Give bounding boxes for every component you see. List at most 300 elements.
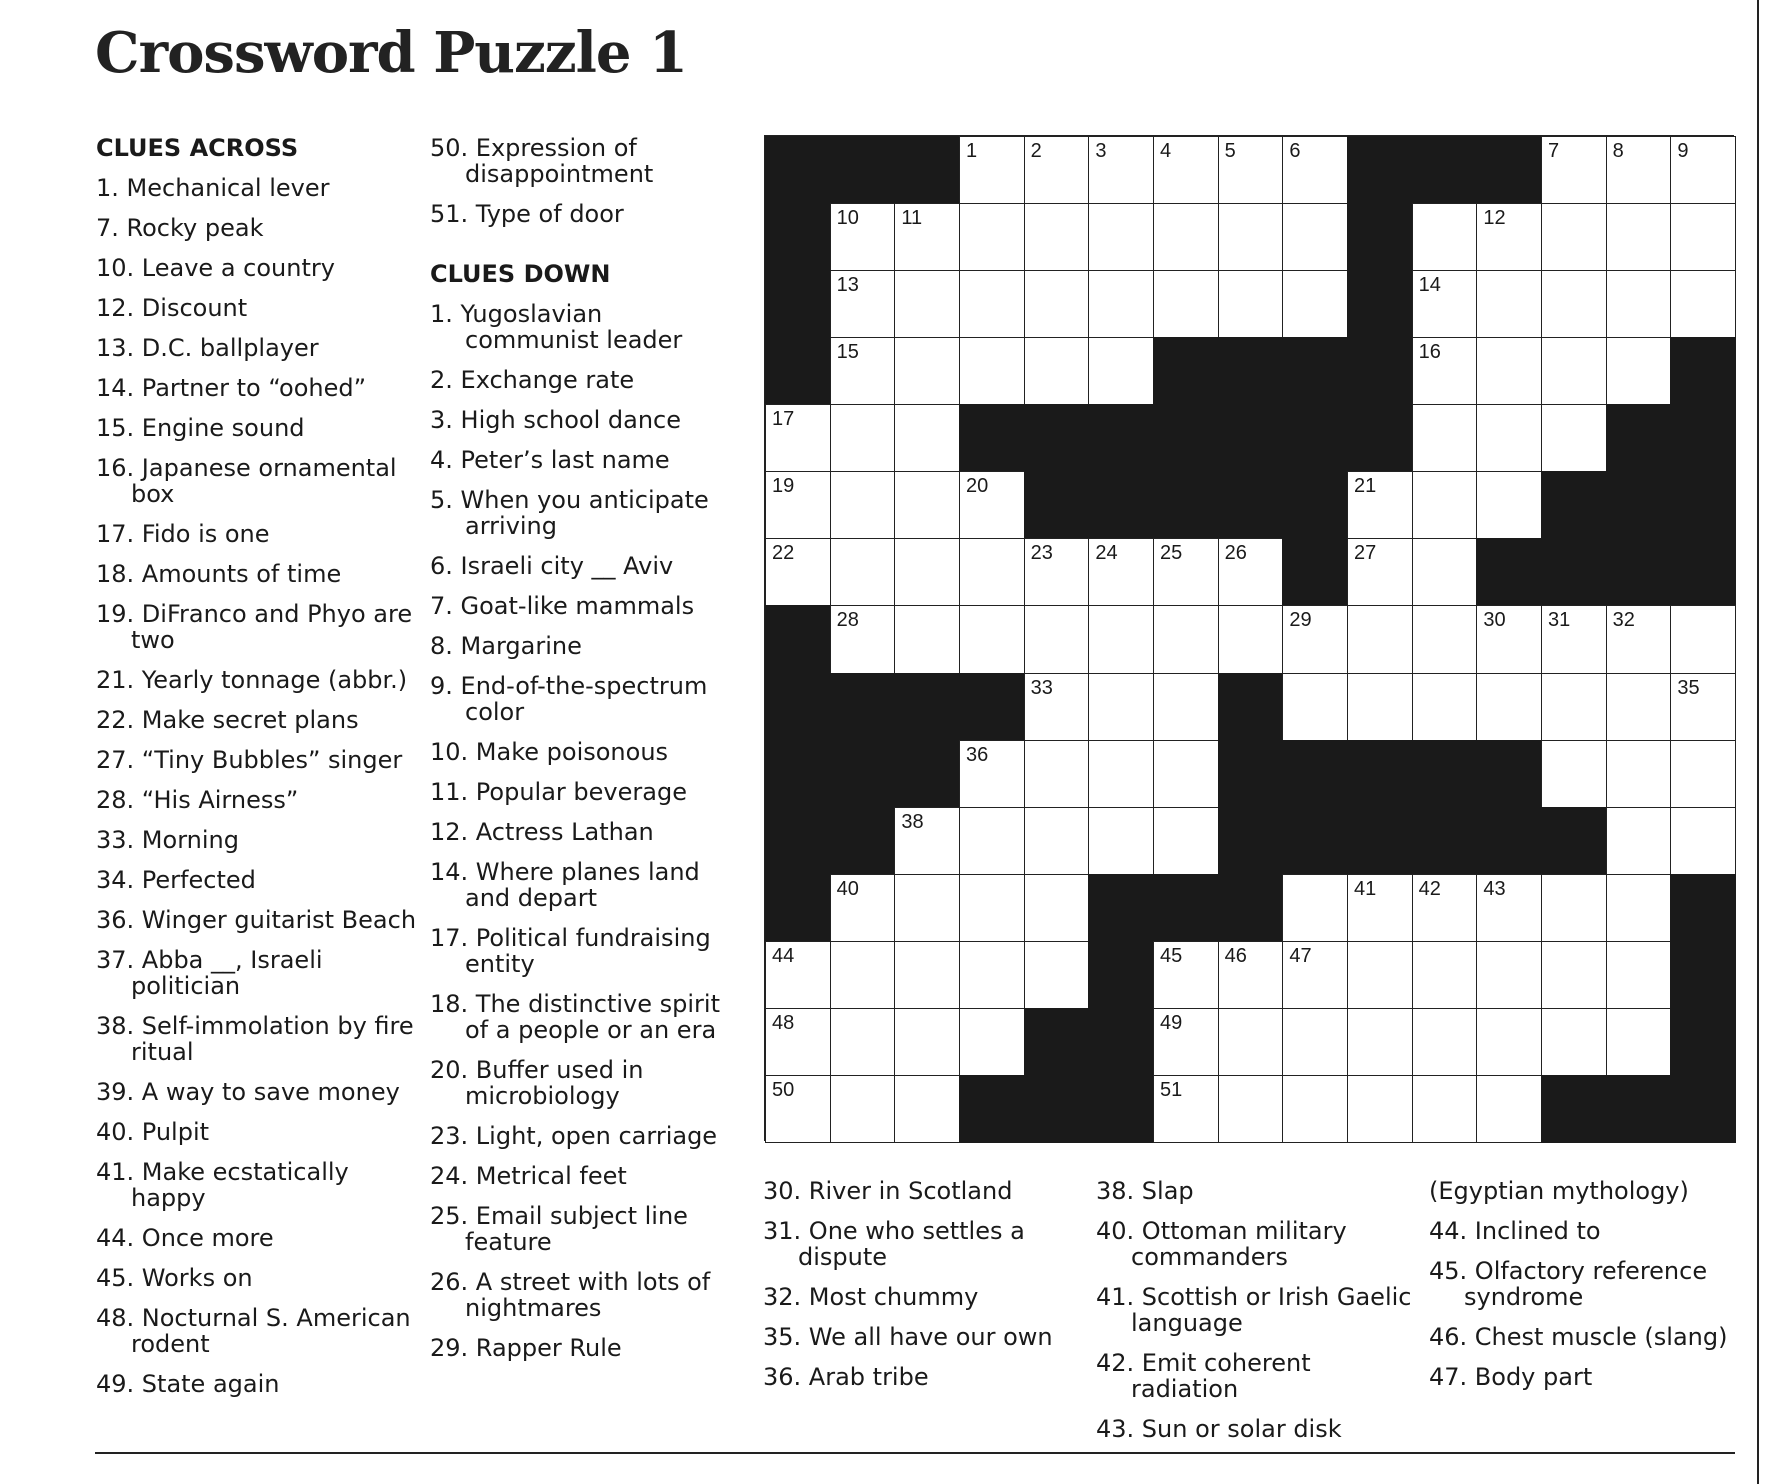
grid-cell[interactable] bbox=[1024, 605, 1090, 673]
grid-cell[interactable] bbox=[1412, 270, 1478, 338]
clue-item: 19. DiFranco and Phyo are two bbox=[96, 600, 413, 654]
cell-number: 21 bbox=[1354, 475, 1377, 498]
grid-cell[interactable] bbox=[1088, 337, 1154, 405]
grid-cell[interactable] bbox=[1412, 1075, 1478, 1143]
grid-block bbox=[1153, 471, 1219, 539]
grid-cell[interactable] bbox=[1541, 337, 1607, 405]
clue-item: 23. Light, open carriage bbox=[430, 1122, 718, 1150]
grid-cell[interactable] bbox=[1476, 270, 1542, 338]
clue-item: 51. Type of door bbox=[430, 200, 624, 228]
clue-item: 28. “His Airness” bbox=[96, 786, 299, 814]
grid-cell[interactable] bbox=[1476, 404, 1542, 472]
grid-cell[interactable] bbox=[959, 337, 1025, 405]
grid-cell[interactable] bbox=[765, 471, 831, 539]
grid-cell[interactable] bbox=[1476, 874, 1542, 942]
grid-cell[interactable] bbox=[1412, 941, 1478, 1009]
bottom-rule bbox=[95, 1452, 1735, 1454]
cell-number: 24 bbox=[1095, 542, 1118, 565]
grid-block bbox=[1024, 404, 1090, 472]
grid-cell[interactable] bbox=[1153, 941, 1219, 1009]
grid-block bbox=[959, 673, 1025, 741]
grid-cell[interactable] bbox=[1153, 673, 1219, 741]
grid-cell[interactable] bbox=[1606, 740, 1672, 808]
clue-item: 21. Yearly tonnage (abbr.) bbox=[96, 666, 408, 694]
grid-cell[interactable] bbox=[1541, 1008, 1607, 1076]
down-heading: CLUES DOWN bbox=[430, 260, 611, 288]
clue-item: 5. When you anticipate arriving bbox=[430, 486, 709, 540]
grid-block bbox=[894, 673, 960, 741]
grid-cell[interactable] bbox=[1476, 673, 1542, 741]
grid-cell[interactable] bbox=[830, 471, 896, 539]
grid-cell[interactable] bbox=[830, 337, 896, 405]
grid-cell[interactable] bbox=[1088, 538, 1154, 606]
cell-number: 29 bbox=[1289, 609, 1312, 632]
grid-cell[interactable] bbox=[1541, 136, 1607, 204]
clue-item: 41. Make ecstatically happy bbox=[96, 1158, 349, 1212]
down-clue-column-4 bbox=[1096, 1178, 1416, 1456]
grid-cell[interactable] bbox=[1218, 1008, 1284, 1076]
grid-cell[interactable] bbox=[1541, 404, 1607, 472]
clue-item: 18. Amounts of time bbox=[96, 560, 342, 588]
grid-cell[interactable] bbox=[1153, 740, 1219, 808]
grid-cell[interactable] bbox=[830, 404, 896, 472]
cell-number: 45 bbox=[1160, 944, 1183, 967]
grid-block bbox=[1541, 471, 1607, 539]
grid-cell[interactable] bbox=[959, 136, 1025, 204]
cell-number: 44 bbox=[772, 944, 795, 967]
clue-item: 13. D.C. ballplayer bbox=[96, 334, 319, 362]
grid-block bbox=[1670, 941, 1736, 1009]
clue-item: 6. Israeli city __ Aviv bbox=[430, 552, 674, 580]
grid-cell[interactable] bbox=[894, 941, 960, 1009]
down-clue-column-3 bbox=[763, 1178, 1083, 1404]
cell-number: 43 bbox=[1483, 877, 1506, 900]
grid-cell[interactable] bbox=[1606, 605, 1672, 673]
grid-cell[interactable] bbox=[894, 1075, 960, 1143]
grid-block bbox=[1670, 1008, 1736, 1076]
grid-cell[interactable] bbox=[1088, 136, 1154, 204]
cell-number: 31 bbox=[1548, 609, 1571, 632]
grid-cell[interactable] bbox=[1670, 807, 1736, 875]
grid-cell[interactable] bbox=[1347, 673, 1413, 741]
grid-cell[interactable] bbox=[1282, 1075, 1348, 1143]
grid-block bbox=[1088, 1008, 1154, 1076]
grid-block bbox=[1347, 337, 1413, 405]
clue-item: 32. Most chummy bbox=[763, 1283, 979, 1311]
grid-block bbox=[1088, 471, 1154, 539]
grid-cell[interactable] bbox=[1347, 1075, 1413, 1143]
clue-item: 41. Scottish or Irish Gaelic language bbox=[1096, 1283, 1412, 1337]
grid-cell[interactable] bbox=[1024, 337, 1090, 405]
grid-cell[interactable] bbox=[1541, 270, 1607, 338]
grid-cell[interactable] bbox=[959, 1008, 1025, 1076]
grid-block bbox=[1282, 740, 1348, 808]
cell-number: 6 bbox=[1289, 140, 1301, 162]
grid-cell[interactable] bbox=[1088, 807, 1154, 875]
grid-cell[interactable] bbox=[830, 874, 896, 942]
grid-cell[interactable] bbox=[1606, 807, 1672, 875]
grid-block bbox=[1541, 1075, 1607, 1143]
grid-cell[interactable] bbox=[1153, 136, 1219, 204]
grid-block bbox=[1153, 874, 1219, 942]
clue-item: 45. Works on bbox=[96, 1264, 253, 1292]
grid-cell[interactable] bbox=[1024, 807, 1090, 875]
grid-cell[interactable] bbox=[830, 1075, 896, 1143]
grid-cell[interactable] bbox=[1476, 337, 1542, 405]
grid-block bbox=[1347, 404, 1413, 472]
grid-cell[interactable] bbox=[894, 605, 960, 673]
grid-block bbox=[1412, 136, 1478, 204]
grid-cell[interactable] bbox=[1670, 203, 1736, 271]
cell-number: 22 bbox=[772, 542, 795, 565]
grid-cell[interactable] bbox=[1088, 605, 1154, 673]
grid-cell[interactable] bbox=[830, 941, 896, 1009]
clue-item: 26. A street with lots of nightmares bbox=[430, 1268, 711, 1322]
grid-cell[interactable] bbox=[1670, 740, 1736, 808]
grid-cell[interactable] bbox=[1606, 673, 1672, 741]
grid-cell[interactable] bbox=[1218, 270, 1284, 338]
grid-block bbox=[1606, 538, 1672, 606]
cell-number: 42 bbox=[1418, 877, 1441, 900]
grid-block bbox=[1153, 404, 1219, 472]
clue-item: 38. Slap bbox=[1096, 1177, 1194, 1205]
grid-cell[interactable] bbox=[1024, 270, 1090, 338]
clue-item: 45. Olfactory reference syndrome bbox=[1429, 1257, 1708, 1311]
cell-number: 48 bbox=[772, 1011, 795, 1034]
grid-cell[interactable] bbox=[1347, 941, 1413, 1009]
grid-cell[interactable] bbox=[894, 270, 960, 338]
clue-item: 47. Body part bbox=[1429, 1363, 1593, 1391]
grid-cell[interactable] bbox=[1476, 605, 1542, 673]
grid-cell[interactable] bbox=[1282, 136, 1348, 204]
crossword-grid bbox=[764, 135, 1734, 1141]
cell-number: 28 bbox=[836, 609, 859, 632]
clue-item: 18. The distinctive spirit of a people or an era bbox=[430, 990, 720, 1044]
grid-cell[interactable] bbox=[1606, 270, 1672, 338]
cell-number: 32 bbox=[1612, 609, 1635, 632]
grid-cell[interactable] bbox=[1606, 1008, 1672, 1076]
clue-item: 38. Self-immolation by fire ritual bbox=[96, 1012, 414, 1066]
grid-cell[interactable] bbox=[1412, 337, 1478, 405]
grid-block bbox=[1024, 1075, 1090, 1143]
grid-block bbox=[1218, 807, 1284, 875]
grid-cell[interactable] bbox=[1670, 673, 1736, 741]
grid-block bbox=[1282, 471, 1348, 539]
grid-cell[interactable] bbox=[1218, 136, 1284, 204]
grid-block bbox=[1476, 807, 1542, 875]
clue-item: 34. Perfected bbox=[96, 866, 256, 894]
grid-cell[interactable] bbox=[1088, 203, 1154, 271]
grid-block bbox=[1606, 404, 1672, 472]
grid-cell[interactable] bbox=[1476, 1008, 1542, 1076]
clue-item: 17. Political fundraising entity bbox=[430, 924, 711, 978]
grid-cell[interactable] bbox=[1088, 270, 1154, 338]
grid-cell[interactable] bbox=[1218, 941, 1284, 1009]
grid-block bbox=[1670, 538, 1736, 606]
cell-number: 13 bbox=[836, 274, 859, 297]
clue-item: 37. Abba __, Israeli politician bbox=[96, 946, 323, 1000]
grid-block bbox=[1218, 337, 1284, 405]
clue-item: 8. Margarine bbox=[430, 632, 582, 660]
clue-item: 33. Morning bbox=[96, 826, 239, 854]
clue-item: 36. Winger guitarist Beach bbox=[96, 906, 417, 934]
clue-item: 29. Rapper Rule bbox=[430, 1334, 622, 1362]
grid-block bbox=[1347, 270, 1413, 338]
cell-number: 17 bbox=[772, 408, 795, 431]
grid-cell[interactable] bbox=[1541, 941, 1607, 1009]
grid-block bbox=[1347, 136, 1413, 204]
grid-block bbox=[765, 807, 831, 875]
grid-cell[interactable] bbox=[1412, 874, 1478, 942]
grid-block bbox=[959, 404, 1025, 472]
cell-number: 20 bbox=[966, 475, 989, 498]
grid-cell[interactable] bbox=[830, 270, 896, 338]
clue-item: 17. Fido is one bbox=[96, 520, 270, 548]
grid-cell[interactable] bbox=[1024, 136, 1090, 204]
cell-number: 27 bbox=[1354, 542, 1377, 565]
grid-cell[interactable] bbox=[1541, 203, 1607, 271]
down-clue-column-5 bbox=[1429, 1178, 1749, 1404]
clue-item: 20. Buffer used in microbiology bbox=[430, 1056, 644, 1110]
clue-item: 35. We all have our own bbox=[763, 1323, 1053, 1351]
grid-cell[interactable] bbox=[1153, 1075, 1219, 1143]
grid-cell[interactable] bbox=[959, 471, 1025, 539]
grid-cell[interactable] bbox=[1347, 874, 1413, 942]
grid-cell[interactable] bbox=[1282, 941, 1348, 1009]
grid-cell[interactable] bbox=[1282, 1008, 1348, 1076]
grid-cell[interactable] bbox=[1606, 203, 1672, 271]
cell-number: 14 bbox=[1418, 274, 1441, 297]
grid-block bbox=[1347, 740, 1413, 808]
cell-number: 11 bbox=[901, 207, 923, 230]
clues-column-2 bbox=[430, 135, 730, 1375]
cell-number: 36 bbox=[966, 743, 989, 766]
grid-cell[interactable] bbox=[1282, 874, 1348, 942]
clue-item: 12. Discount bbox=[96, 294, 248, 322]
grid-block bbox=[1347, 203, 1413, 271]
grid-block bbox=[894, 136, 960, 204]
grid-block bbox=[1153, 337, 1219, 405]
cell-number: 2 bbox=[1030, 140, 1042, 162]
cell-number: 51 bbox=[1160, 1078, 1183, 1101]
cell-number: 41 bbox=[1354, 877, 1377, 900]
across-heading: CLUES ACROSS bbox=[96, 134, 299, 162]
grid-cell[interactable] bbox=[1670, 136, 1736, 204]
grid-cell[interactable] bbox=[1218, 605, 1284, 673]
grid-cell[interactable] bbox=[1153, 203, 1219, 271]
grid-cell[interactable] bbox=[1282, 203, 1348, 271]
grid-block bbox=[1670, 874, 1736, 942]
cell-number: 1 bbox=[966, 140, 978, 162]
grid-block bbox=[1670, 471, 1736, 539]
grid-cell[interactable] bbox=[1024, 874, 1090, 942]
grid-cell[interactable] bbox=[1088, 673, 1154, 741]
grid-block bbox=[1476, 136, 1542, 204]
grid-block bbox=[1218, 740, 1284, 808]
grid-cell[interactable] bbox=[765, 941, 831, 1009]
grid-cell[interactable] bbox=[894, 538, 960, 606]
grid-block bbox=[765, 874, 831, 942]
cell-number: 26 bbox=[1224, 542, 1247, 565]
grid-cell[interactable] bbox=[1476, 1075, 1542, 1143]
grid-cell[interactable] bbox=[1088, 740, 1154, 808]
grid-cell[interactable] bbox=[1541, 740, 1607, 808]
grid-cell[interactable] bbox=[894, 874, 960, 942]
grid-cell[interactable] bbox=[1024, 203, 1090, 271]
grid-cell[interactable] bbox=[1153, 605, 1219, 673]
grid-cell[interactable] bbox=[959, 605, 1025, 673]
clue-item: 10. Make poisonous bbox=[430, 738, 669, 766]
grid-cell[interactable] bbox=[1218, 538, 1284, 606]
grid-cell[interactable] bbox=[1606, 874, 1672, 942]
grid-cell[interactable] bbox=[1218, 203, 1284, 271]
cell-number: 49 bbox=[1160, 1011, 1183, 1034]
clue-item: 22. Make secret plans bbox=[96, 706, 359, 734]
grid-block bbox=[1218, 404, 1284, 472]
grid-block bbox=[765, 136, 831, 204]
grid-block bbox=[765, 270, 831, 338]
clue-item: 14. Partner to “oohed” bbox=[96, 374, 367, 402]
grid-cell[interactable] bbox=[959, 807, 1025, 875]
clue-item: 15. Engine sound bbox=[96, 414, 305, 442]
cell-number: 33 bbox=[1030, 676, 1053, 699]
grid-block bbox=[959, 1075, 1025, 1143]
grid-cell[interactable] bbox=[1670, 605, 1736, 673]
grid-cell[interactable] bbox=[830, 538, 896, 606]
grid-cell[interactable] bbox=[1541, 673, 1607, 741]
grid-cell[interactable] bbox=[959, 874, 1025, 942]
grid-cell[interactable] bbox=[1347, 538, 1413, 606]
grid-block bbox=[830, 673, 896, 741]
grid-cell[interactable] bbox=[830, 605, 896, 673]
grid-block bbox=[1412, 740, 1478, 808]
grid-cell[interactable] bbox=[1282, 673, 1348, 741]
grid-cell[interactable] bbox=[1412, 203, 1478, 271]
right-rule bbox=[1757, 0, 1759, 1484]
cell-number: 12 bbox=[1483, 207, 1506, 230]
cell-number: 4 bbox=[1160, 140, 1172, 162]
cell-number: 46 bbox=[1224, 944, 1247, 967]
grid-cell[interactable] bbox=[894, 203, 960, 271]
grid-block bbox=[765, 740, 831, 808]
grid-cell[interactable] bbox=[1153, 1008, 1219, 1076]
grid-cell[interactable] bbox=[1153, 270, 1219, 338]
grid-block bbox=[765, 203, 831, 271]
grid-block bbox=[1670, 404, 1736, 472]
grid-block bbox=[1282, 538, 1348, 606]
cell-number: 10 bbox=[836, 207, 859, 230]
grid-cell[interactable] bbox=[959, 270, 1025, 338]
grid-cell[interactable] bbox=[1412, 404, 1478, 472]
grid-block bbox=[1024, 471, 1090, 539]
grid-cell[interactable] bbox=[1412, 605, 1478, 673]
grid-block bbox=[1541, 807, 1607, 875]
clue-item: 3. High school dance bbox=[430, 406, 682, 434]
clue-item: 42. Emit coherent radiation bbox=[1096, 1349, 1311, 1403]
clue-item: 25. Email subject line feature bbox=[430, 1202, 688, 1256]
clue-item: 14. Where planes land and depart bbox=[430, 858, 700, 912]
clue-item: 48. Nocturnal S. American rodent bbox=[96, 1304, 411, 1358]
grid-cell[interactable] bbox=[1153, 538, 1219, 606]
grid-cell[interactable] bbox=[765, 1008, 831, 1076]
grid-block bbox=[1282, 807, 1348, 875]
grid-cell[interactable] bbox=[894, 471, 960, 539]
grid-cell[interactable] bbox=[1282, 605, 1348, 673]
across-clue-list-cont bbox=[430, 135, 730, 227]
clue-item: 7. Rocky peak bbox=[96, 214, 264, 242]
grid-cell[interactable] bbox=[1347, 471, 1413, 539]
grid-block bbox=[765, 605, 831, 673]
clue-item: 44. Inclined to bbox=[1429, 1217, 1601, 1245]
grid-block bbox=[765, 673, 831, 741]
grid-cell[interactable] bbox=[830, 203, 896, 271]
clue-item: 27. “Tiny Bubbles” singer bbox=[96, 746, 403, 774]
grid-block bbox=[830, 807, 896, 875]
grid-cell[interactable] bbox=[894, 1008, 960, 1076]
grid-block bbox=[1476, 538, 1542, 606]
grid-cell[interactable] bbox=[1024, 538, 1090, 606]
grid-cell[interactable] bbox=[765, 404, 831, 472]
grid-cell[interactable] bbox=[830, 1008, 896, 1076]
grid-cell[interactable] bbox=[765, 538, 831, 606]
clue-item: (Egyptian mythology) bbox=[1429, 1177, 1689, 1205]
grid-cell[interactable] bbox=[1476, 941, 1542, 1009]
grid-cell[interactable] bbox=[1024, 673, 1090, 741]
grid-cell[interactable] bbox=[1476, 471, 1542, 539]
cell-number: 15 bbox=[836, 341, 859, 364]
grid-cell[interactable] bbox=[1606, 337, 1672, 405]
grid-cell[interactable] bbox=[894, 807, 960, 875]
clue-item: 24. Metrical feet bbox=[430, 1162, 627, 1190]
clue-item: 2. Exchange rate bbox=[430, 366, 635, 394]
grid-cell[interactable] bbox=[1541, 874, 1607, 942]
grid-cell[interactable] bbox=[1412, 1008, 1478, 1076]
grid-cell[interactable] bbox=[765, 1075, 831, 1143]
cell-number: 19 bbox=[772, 475, 795, 498]
grid-block bbox=[1218, 471, 1284, 539]
clue-item: 39. A way to save money bbox=[96, 1078, 400, 1106]
grid-cell[interactable] bbox=[1347, 605, 1413, 673]
grid-cell[interactable] bbox=[959, 203, 1025, 271]
grid-cell[interactable] bbox=[1412, 673, 1478, 741]
grid-cell[interactable] bbox=[1412, 471, 1478, 539]
cell-number: 35 bbox=[1677, 676, 1700, 699]
cell-number: 5 bbox=[1224, 140, 1236, 162]
grid-cell[interactable] bbox=[1670, 270, 1736, 338]
grid-cell[interactable] bbox=[1218, 1075, 1284, 1143]
grid-cell[interactable] bbox=[1606, 136, 1672, 204]
clue-item: 36. Arab tribe bbox=[763, 1363, 929, 1391]
grid-cell[interactable] bbox=[1282, 270, 1348, 338]
grid-block bbox=[1347, 807, 1413, 875]
grid-cell[interactable] bbox=[1541, 605, 1607, 673]
grid-cell[interactable] bbox=[894, 404, 960, 472]
grid-block bbox=[1218, 673, 1284, 741]
grid-cell[interactable] bbox=[1153, 807, 1219, 875]
grid-cell[interactable] bbox=[1476, 203, 1542, 271]
clue-item: 9. End-of-the-spectrum color bbox=[430, 672, 708, 726]
grid-cell[interactable] bbox=[959, 941, 1025, 1009]
grid-cell[interactable] bbox=[894, 337, 960, 405]
grid-cell[interactable] bbox=[959, 740, 1025, 808]
grid-cell[interactable] bbox=[1024, 740, 1090, 808]
grid-cell[interactable] bbox=[959, 538, 1025, 606]
grid-cell[interactable] bbox=[1412, 538, 1478, 606]
grid-cell[interactable] bbox=[1606, 941, 1672, 1009]
grid-cell[interactable] bbox=[1347, 1008, 1413, 1076]
grid-block bbox=[1088, 1075, 1154, 1143]
grid-cell[interactable] bbox=[1024, 941, 1090, 1009]
